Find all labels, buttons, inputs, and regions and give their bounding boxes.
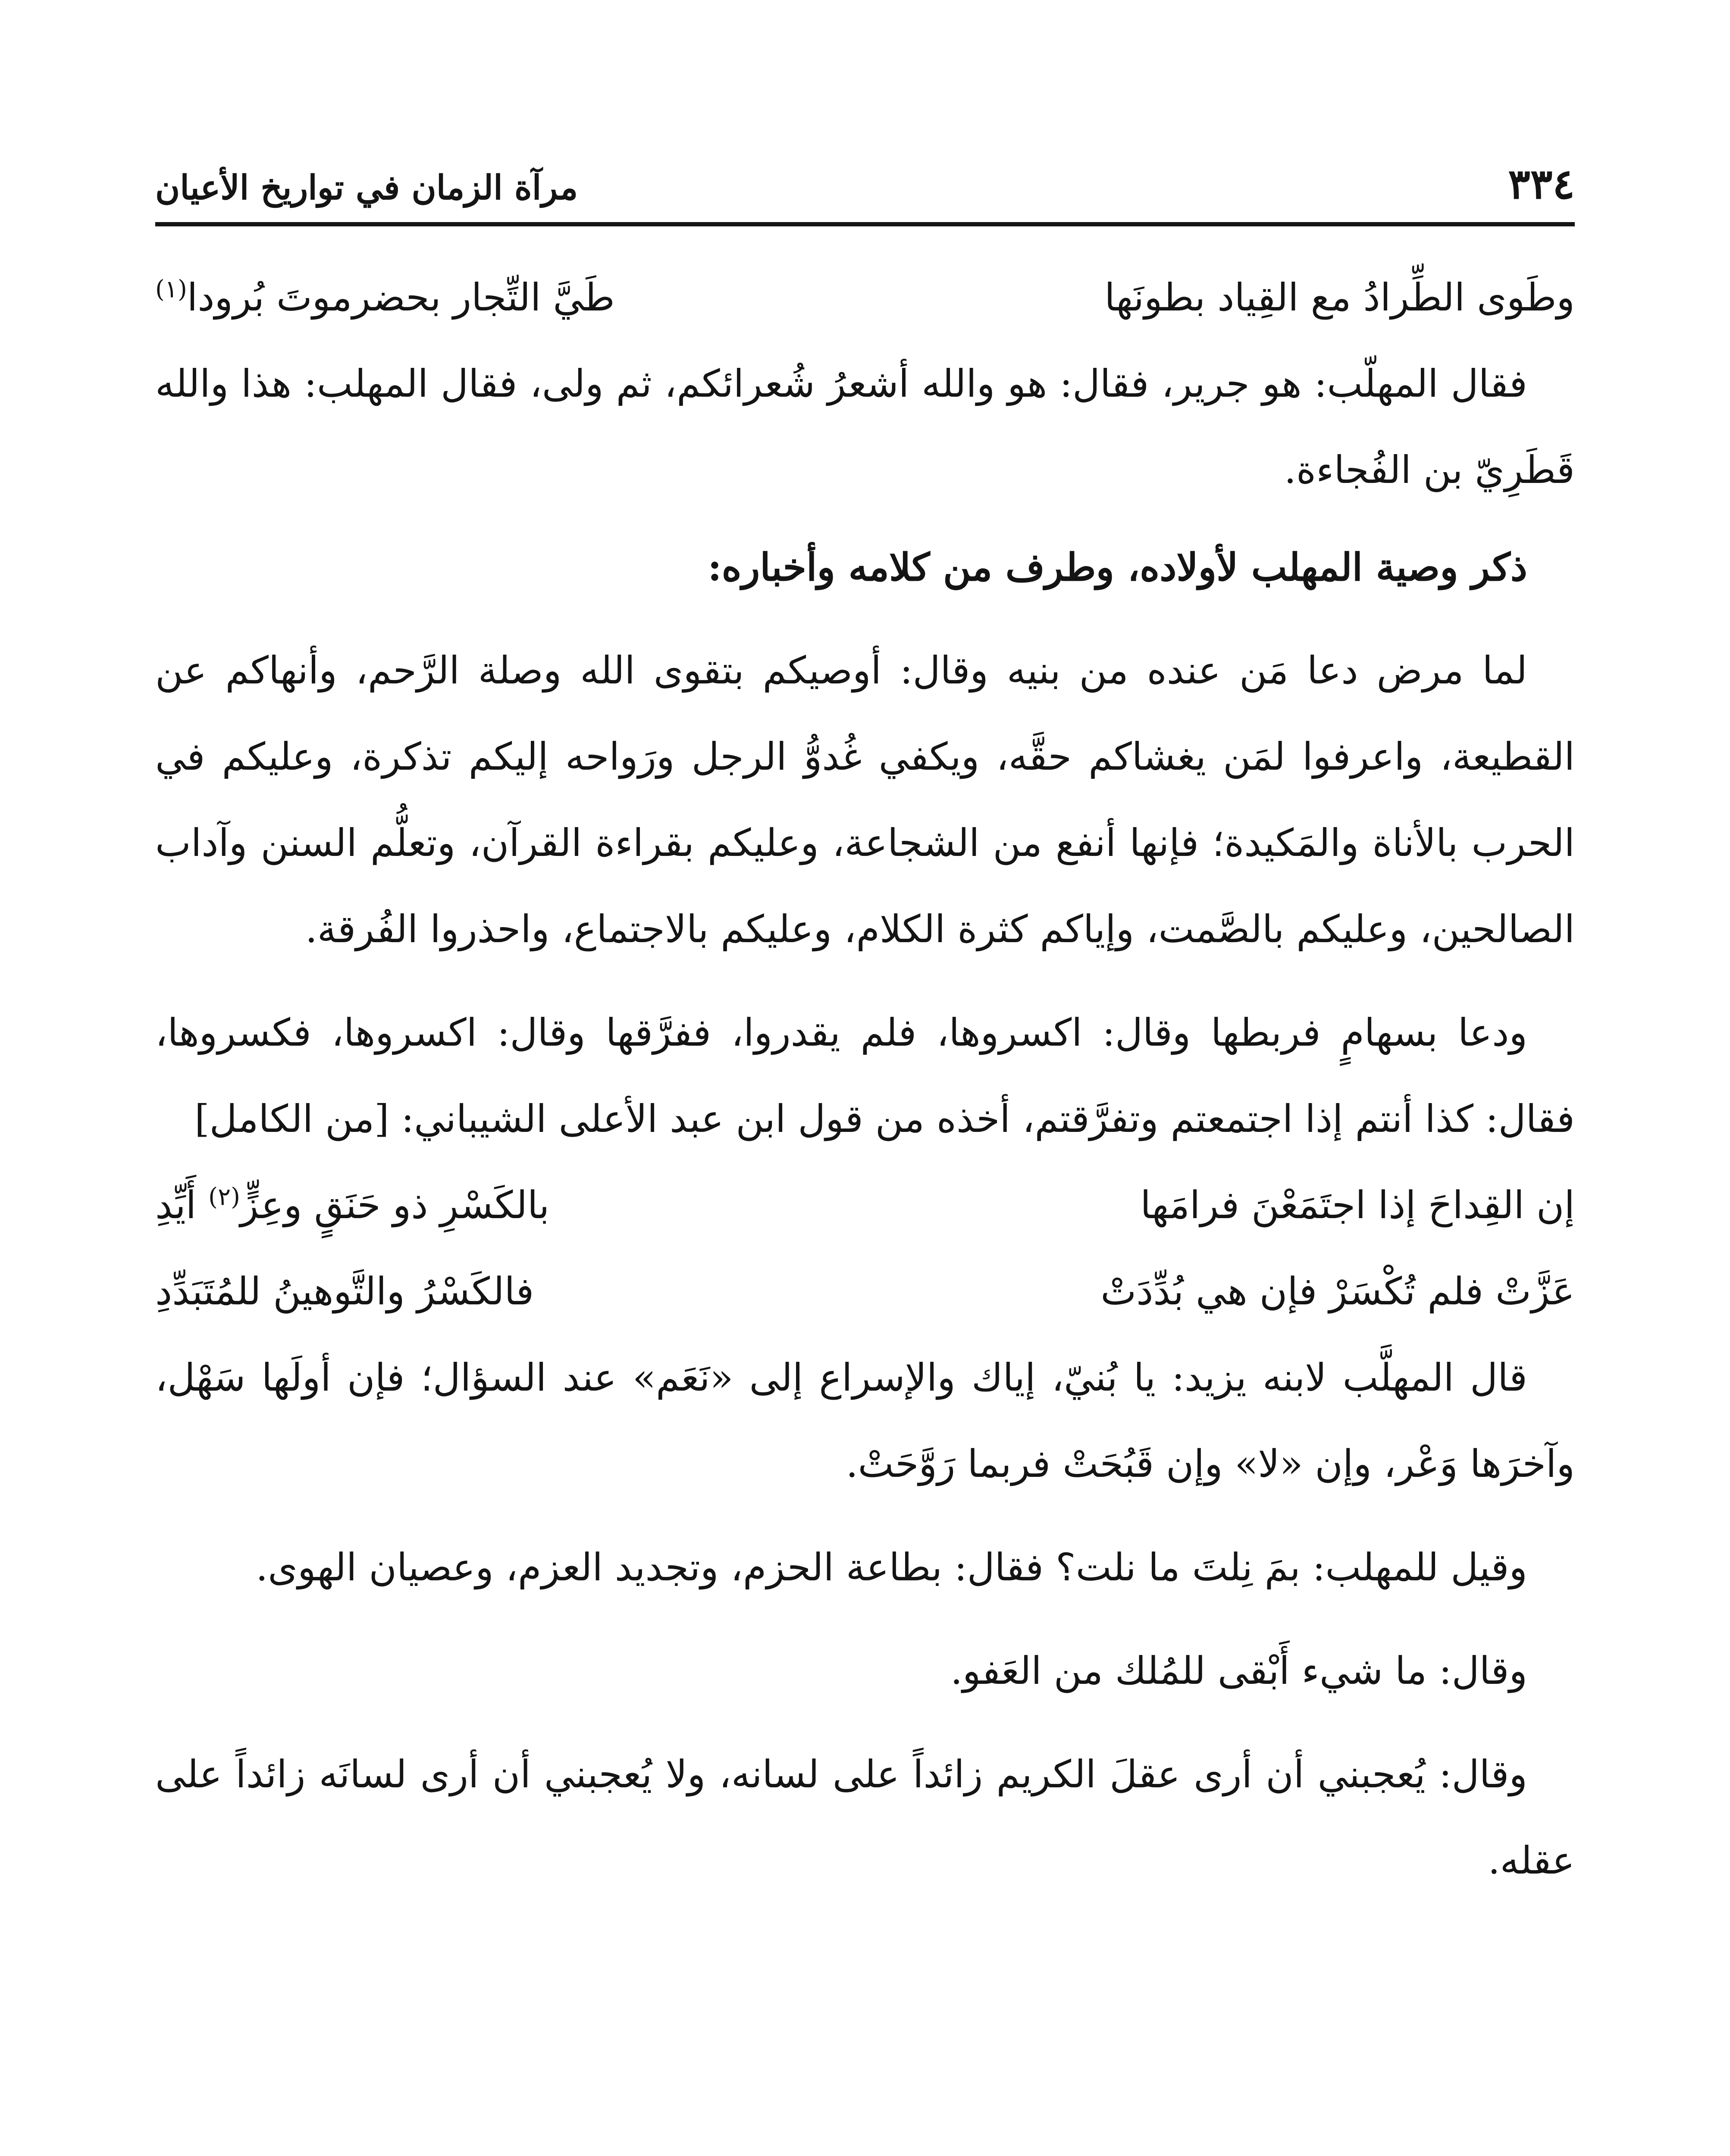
verse-line-2 — [155, 1162, 1575, 1248]
paragraph-2: لما مرض دعا مَن عنده من بنيه وقال: أوصيكم بتقوى الله وصلة الرَّحم، وأنهاكم عن القطيعة، واعرفوا لمَن يغشاكم حقَّه، ويكفي غُدوُّ الرجل ورَواحه إليكم تذكرة، وعليكم في الحرب بالأناة والمَكيدة؛ فإنها أنفع من الشجاعة، وعليكم بقراءة القرآن، وتعلُّم السنن وآداب الصالحين، وعليكم بالصَّمت، وإياكم كثرة الكلام، وعليكم بالاجتماع، واحذروا الفُرقة. — [155, 648, 1575, 951]
verse-line-1 — [155, 254, 1575, 341]
footnote-ref-2: (٢) — [208, 1183, 240, 1211]
verse-1-second-hemistich-text: طَيَّ التِّجار بحضرموتَ بُرودا — [187, 275, 615, 320]
verse-2-second-hemistich — [155, 1162, 549, 1248]
verse-3-second-hemistich: فالكَسْرُ والتَّوهينُ للمُتَبَدِّدِ — [155, 1269, 534, 1313]
verse-line-3 — [155, 1248, 1575, 1335]
paragraph-5: وقيل للمهلب: بمَ نِلتَ ما نلت؟ فقال: بطاعة الحزم، وتجديد العزم، وعصيان الهوى. — [256, 1545, 1527, 1589]
verse-2-first-hemistich: إن القِداحَ إذا اجتَمَعْنَ فرامَها — [1140, 1183, 1575, 1227]
verse-2-second-hemistich-b: أَيِّدِ — [155, 1183, 197, 1227]
verse-2-second-hemistich-a: بالكَسْرِ ذو حَنَقٍ وعِزٍّ — [240, 1183, 550, 1227]
paragraph-7: وقال: يُعجبني أن أرى عقلَ الكريم زائداً على لسانه، ولا يُعجبني أن أرى لسانَه زائداً على عقله. — [155, 1752, 1575, 1883]
footnote-ref-1: (١) — [155, 275, 187, 304]
verse-1-first-hemistich: وطَوى الطِّرادُ مع القِياد بطونَها — [1104, 275, 1575, 320]
header-rule — [155, 222, 1575, 226]
section-heading: ذكر وصية المهلب لأولاده، وطرف من كلامه وأخباره: — [708, 545, 1527, 589]
verse-1-second-hemistich — [155, 254, 615, 341]
page-number: ٣٣٤ — [1508, 160, 1575, 208]
page-header — [155, 155, 1575, 220]
paragraph-1: فقال المهلّب: هو جرير، فقال: هو والله أشعرُ شُعرائكم، ثم ولى، فقال المهلب: هذا والله قَطَرِيّ بن الفُجاءة. — [155, 361, 1575, 492]
paragraph-3: ودعا بسهامٍ فربطها وقال: اكسروها، فلم يقدروا، ففرَّقها وقال: اكسروها، فكسروها، فقال: كذا أنتم إذا اجتمعتم وتفرَّقتم، أخذه من قول ابن عبد الأعلى الشيباني: [من الكامل] — [155, 1010, 1575, 1141]
verse-3-first-hemistich: عَزَّتْ فلم تُكْسَرْ فإن هي بُدِّدَتْ — [1100, 1269, 1575, 1313]
paragraph-4: قال المهلَّب لابنه يزيد: يا بُنيّ، إياك والإسراع إلى «نَعَم» عند السؤال؛ فإن أولَها سَهْل، وآخرَها وَعْر، وإن «لا» وإن قَبُحَتْ فربما رَوَّحَتْ. — [155, 1355, 1575, 1486]
main-text — [155, 254, 1575, 1904]
paragraph-6: وقال: ما شيء أَبْقى للمُلك من العَفو. — [950, 1648, 1527, 1693]
running-title: مرآة الزمان في تواريخ الأعيان — [155, 168, 578, 207]
